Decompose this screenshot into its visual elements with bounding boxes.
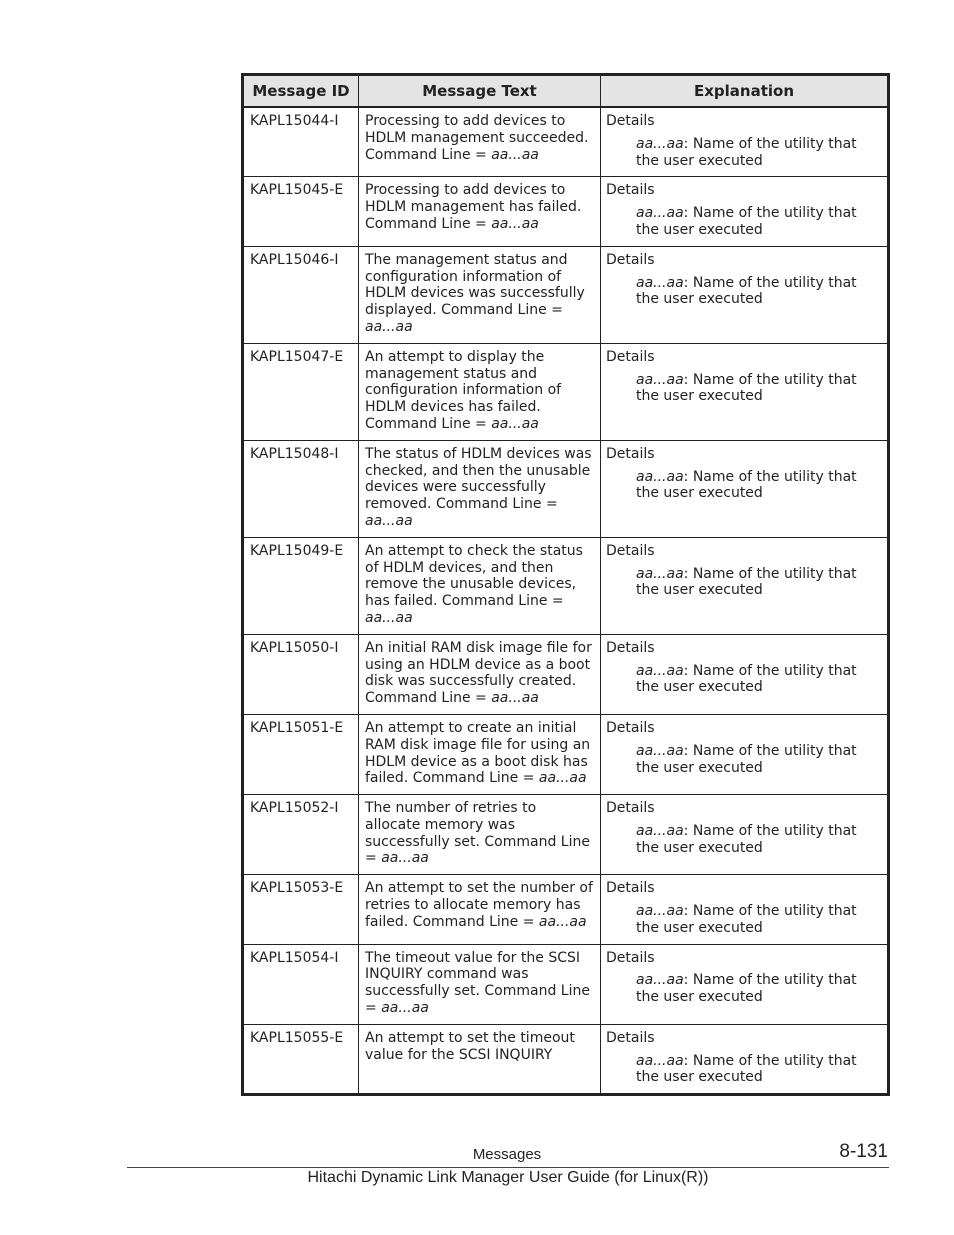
table-row — [243, 634, 889, 714]
header-message-text: Message Text — [359, 75, 601, 108]
message-table — [241, 73, 890, 1096]
explanation-cell — [601, 714, 889, 794]
details-text: : Name of the utility that the user executed — [636, 371, 857, 405]
table-header-row — [243, 75, 889, 108]
message-text-cell — [359, 634, 601, 714]
details-label: Details — [606, 880, 655, 897]
message-variable: aa...aa — [491, 146, 539, 163]
details-body — [606, 136, 881, 170]
message-text: An attempt to check the status of HDLM devices, and then remove the unusable devices, has failed. Command Line = — [365, 542, 583, 610]
message-text-cell — [359, 440, 601, 537]
details-label: Details — [606, 251, 655, 268]
explanation-cell — [601, 177, 889, 246]
details-label: Details — [606, 719, 655, 736]
message-id-cell: KAPL15050-I — [243, 634, 359, 714]
details-variable: aa...aa — [636, 1052, 684, 1069]
details-text: : Name of the utility that the user executed — [636, 903, 857, 936]
details-variable: aa...aa — [636, 371, 684, 388]
table-row — [243, 246, 889, 343]
message-id-cell: KAPL15052-I — [243, 795, 359, 875]
message-text-cell — [359, 107, 601, 177]
details-text: : Name of the utility that the user executed — [636, 205, 857, 238]
details-body — [606, 903, 881, 937]
message-id-cell: KAPL15054-I — [243, 944, 359, 1024]
details-variable: aa...aa — [636, 662, 684, 679]
details-body — [606, 275, 881, 309]
footer-guide-title: Hitachi Dynamic Link Manager User Guide (for Linux(R)) — [307, 1169, 709, 1186]
details-label: Details — [606, 639, 655, 656]
table-row — [243, 177, 889, 246]
details-body — [606, 972, 881, 1006]
message-text: An attempt to set the number of retries to allocate memory has failed. Command Line = — [365, 880, 593, 930]
details-text: : Name of the utility that the user executed — [636, 565, 857, 599]
details-text: : Name of the utility that the user executed — [636, 274, 857, 308]
table-row — [243, 440, 889, 537]
explanation-cell — [601, 944, 889, 1024]
message-text: An attempt to display the management status and configuration information of HDLM devices has failed. Command Line = — [365, 348, 562, 432]
details-text: : Name of the utility that the user executed — [636, 1052, 857, 1086]
message-id-cell: KAPL15044-I — [243, 107, 359, 177]
message-variable: aa...aa — [538, 913, 587, 930]
explanation-cell — [601, 875, 889, 944]
explanation-cell — [601, 343, 889, 440]
message-text: The management status and configuration information of HDLM devices was successfully displayed. Command Line = — [365, 251, 585, 319]
table-row — [243, 1024, 889, 1094]
header-explanation: Explanation — [601, 75, 889, 108]
details-text: : Name of the utility that the user executed — [636, 135, 857, 169]
table-row — [243, 795, 889, 875]
details-text: : Name of the utility that the user executed — [636, 822, 857, 856]
details-body — [606, 372, 881, 406]
message-id-cell: KAPL15055-E — [243, 1024, 359, 1094]
message-text: An initial RAM disk image file for using an HDLM device as a boot disk was successfully created. Command Line = — [365, 639, 592, 707]
explanation-cell — [601, 1024, 889, 1094]
message-text-cell — [359, 1024, 601, 1094]
details-text: : Name of the utility that the user executed — [636, 468, 857, 502]
details-variable: aa...aa — [636, 565, 684, 582]
table-row — [243, 944, 889, 1024]
explanation-cell — [601, 537, 889, 634]
details-variable: aa...aa — [636, 274, 684, 291]
details-label: Details — [606, 113, 655, 129]
details-variable: aa...aa — [636, 972, 684, 989]
details-body — [606, 823, 881, 857]
details-text: : Name of the utility that the user executed — [636, 662, 857, 696]
message-id-cell: KAPL15051-E — [243, 714, 359, 794]
explanation-cell — [601, 634, 889, 714]
details-body — [606, 566, 881, 600]
message-text-cell — [359, 537, 601, 634]
details-label: Details — [606, 445, 655, 462]
message-text: An attempt to set the timeout value for the SCSI INQUIRY — [365, 1029, 575, 1063]
message-variable: aa...aa — [365, 512, 413, 529]
message-id-cell: KAPL15047-E — [243, 343, 359, 440]
table-row — [243, 714, 889, 794]
message-text-cell — [359, 246, 601, 343]
details-variable: aa...aa — [636, 822, 684, 839]
details-variable: aa...aa — [636, 135, 684, 152]
message-id-cell: KAPL15046-I — [243, 246, 359, 343]
header-message-id: Message ID — [243, 75, 359, 108]
table-row — [243, 537, 889, 634]
message-variable: aa...aa — [491, 690, 539, 707]
message-id-cell: KAPL15045-E — [243, 177, 359, 246]
message-variable: aa...aa — [491, 415, 539, 432]
details-body — [606, 743, 881, 777]
footer-section-name: Messages — [472, 1146, 542, 1163]
details-label: Details — [606, 182, 655, 199]
message-text: The status of HDLM devices was checked, and then the unusable devices were successfully removed. Command Line = — [365, 445, 592, 513]
details-body — [606, 469, 881, 503]
explanation-cell — [601, 246, 889, 343]
details-label: Details — [606, 348, 655, 365]
details-text: : Name of the utility that the user executed — [636, 972, 857, 1006]
details-variable: aa...aa — [636, 205, 684, 222]
message-text-cell — [359, 944, 601, 1024]
message-variable: aa...aa — [365, 318, 413, 335]
details-variable: aa...aa — [636, 468, 684, 485]
table-body — [243, 107, 889, 1095]
message-text: Processing to add devices to HDLM management has failed. Command Line = — [365, 182, 582, 232]
message-variable: aa...aa — [365, 609, 413, 626]
message-variable: aa...aa — [381, 850, 429, 867]
details-label: Details — [606, 1029, 655, 1046]
explanation-cell — [601, 795, 889, 875]
message-id-cell: KAPL15053-E — [243, 875, 359, 944]
footer-divider — [127, 1167, 889, 1168]
page-number: 8-131 — [839, 1141, 888, 1162]
details-label: Details — [606, 800, 655, 817]
details-body — [606, 1053, 881, 1087]
message-text-cell — [359, 875, 601, 944]
message-text: The number of retries to allocate memory was successfully set. Command Line = — [365, 800, 590, 867]
message-text-cell — [359, 795, 601, 875]
message-variable: aa...aa — [538, 770, 587, 787]
message-id-cell: KAPL15048-I — [243, 440, 359, 537]
message-variable: aa...aa — [491, 215, 539, 232]
table-row — [243, 107, 889, 177]
message-text: The timeout value for the SCSI INQUIRY command was successfully set. Command Line = — [365, 949, 590, 1017]
details-text: : Name of the utility that the user executed — [636, 742, 857, 776]
explanation-cell — [601, 440, 889, 537]
message-text-cell — [359, 343, 601, 440]
message-variable: aa...aa — [381, 1000, 429, 1017]
table-row — [243, 343, 889, 440]
message-text-cell — [359, 714, 601, 794]
message-text-cell — [359, 177, 601, 246]
details-body — [606, 205, 881, 239]
details-label: Details — [606, 949, 655, 966]
details-variable: aa...aa — [636, 903, 684, 920]
explanation-cell — [601, 107, 889, 177]
message-id-cell: KAPL15049-E — [243, 537, 359, 634]
message-text: An attempt to create an initial RAM disk image file for using an HDLM device as a boot disk has failed. Command Line = — [365, 719, 591, 787]
details-variable: aa...aa — [636, 742, 684, 759]
details-body — [606, 663, 881, 697]
message-text: Processing to add devices to HDLM management succeeded. Command Line = — [365, 113, 589, 163]
table-row — [243, 875, 889, 944]
details-label: Details — [606, 542, 655, 559]
